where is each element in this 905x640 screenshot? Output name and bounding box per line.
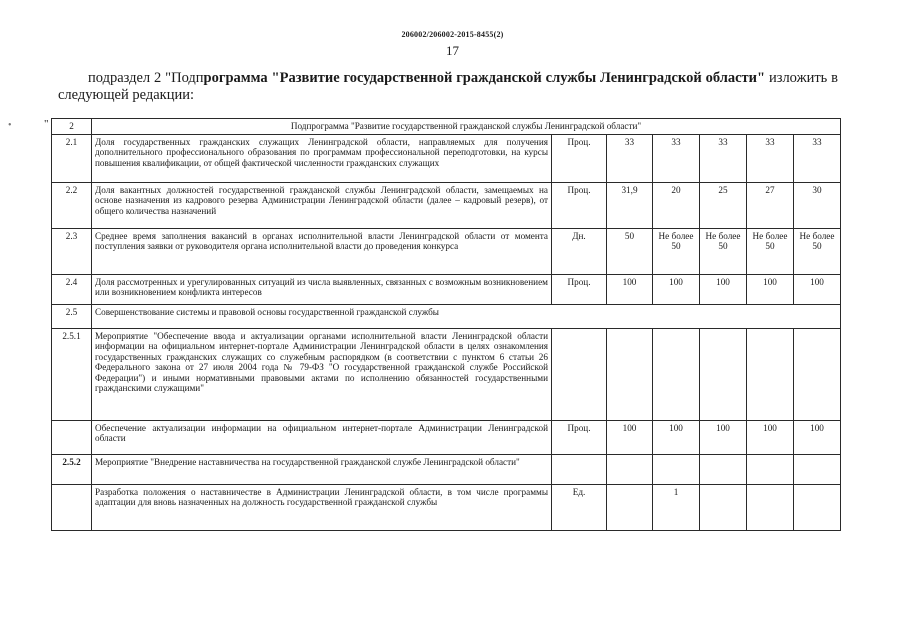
row-unit: Проц. — [552, 420, 607, 454]
row-num: 2.3 — [52, 228, 92, 274]
row-num: 2.4 — [52, 274, 92, 304]
intro-paragraph — [58, 70, 838, 104]
margin-mark: • — [8, 120, 12, 131]
row-value — [794, 454, 841, 484]
row-num — [52, 420, 92, 454]
header-num: 2 — [52, 119, 92, 135]
row-num: 2.2 — [52, 182, 92, 228]
table-row — [52, 304, 841, 328]
row-value: Не более 50 — [700, 228, 747, 274]
row-value — [607, 454, 653, 484]
row-num: 2.5.1 — [52, 328, 92, 420]
row-unit: Дн. — [552, 228, 607, 274]
row-value: 100 — [653, 274, 700, 304]
header-title: Подпрограмма "Развитие государственной гражданской службы Ленинградской области" — [92, 119, 841, 135]
page-number: 17 — [446, 43, 459, 58]
row-unit: Проц. — [552, 182, 607, 228]
row-value — [653, 454, 700, 484]
row-desc: Разработка положения о наставничестве в Администрации Ленинградской области, в том числе программы адаптации для вновь назначенных на должность государственной гражданской службы — [92, 484, 552, 530]
intro-text-start: подраздел 2 "Подп — [88, 70, 204, 86]
row-value — [794, 328, 841, 420]
table-row — [52, 454, 841, 484]
row-value: 100 — [653, 420, 700, 454]
row-value: Не более 50 — [794, 228, 841, 274]
row-desc: Мероприятие "Внедрение наставничества на государственной гражданской службе Ленинградской области" — [92, 454, 552, 484]
row-desc: Обеспечение актуализации информации на официальном интернет-портале Администрации Ленинградской области — [92, 420, 552, 454]
row-value — [653, 328, 700, 420]
row-value: 100 — [700, 274, 747, 304]
row-desc: Доля государственных гражданских служащих Ленинградской области, направляемых для получения дополнительного профессионального образования по программам профессиональной переподготовки, на курсы повышения квалификации, от общей фактической численности гражданских служащих — [92, 134, 552, 182]
row-value: Не более 50 — [747, 228, 794, 274]
row-value: 33 — [607, 134, 653, 182]
row-value: 100 — [607, 420, 653, 454]
row-value: 27 — [747, 182, 794, 228]
row-value: 100 — [607, 274, 653, 304]
table-row — [52, 134, 841, 182]
row-unit — [552, 454, 607, 484]
table-row — [52, 328, 841, 420]
row-desc: Совершенствование системы и правовой основы государственной гражданской службы — [92, 304, 841, 328]
table-row — [52, 420, 841, 454]
intro-bold-title: рограмма "Развитие государственной гражданской службы Ленинградской области" — [203, 70, 766, 86]
row-value: 20 — [653, 182, 700, 228]
row-value: 33 — [700, 134, 747, 182]
row-desc: Доля рассмотренных и урегулированных ситуаций из числа выявленных, связанных с возможным возникновением или возникновением конфликта интересов — [92, 274, 552, 304]
row-num: 2.5.2 — [52, 454, 92, 484]
row-value: 30 — [794, 182, 841, 228]
row-value — [700, 328, 747, 420]
row-value — [607, 484, 653, 530]
row-desc: Доля вакантных должностей государственной гражданской службы Ленинградской области, замещаемых на основе назначения из кадрового резерва Администрации Ленинградской области (далее – кадровый резерв), от общего количества назначений — [92, 182, 552, 228]
row-desc: Мероприятие "Обеспечение ввода и актуализации органами исполнительной власти Ленинградской области информации на официальном интернет-портале Администрации Ленинградской области в целях ознакомления государственных гражданских служащих со служебным распорядком (в соответствии с пунктом 6 статьи 26 Федерального закона от 27 июля 2004 года № 79-ФЗ "О государственной гражданской службе Российской Федерации") и иными нормативными правовыми актами по исполнению обязанностей государственными гражданскими служащими" — [92, 328, 552, 420]
row-value — [607, 328, 653, 420]
table-row — [52, 228, 841, 274]
row-value — [747, 328, 794, 420]
row-unit — [552, 328, 607, 420]
row-value — [747, 484, 794, 530]
row-value: 25 — [700, 182, 747, 228]
row-value: 33 — [653, 134, 700, 182]
intro-text-end: изложить в следующей редакции: — [58, 70, 839, 103]
row-value: 50 — [607, 228, 653, 274]
row-unit: Ед. — [552, 484, 607, 530]
row-value: 1 — [653, 484, 700, 530]
row-desc: Среднее время заполнения вакансий в органах исполнительной власти Ленинградской области от момента поступления заявки от руководителя органа исполнительной власти до проведения конкурса — [92, 228, 552, 274]
row-value: 33 — [794, 134, 841, 182]
row-num — [52, 484, 92, 530]
row-value — [700, 454, 747, 484]
row-num: 2.5 — [52, 304, 92, 328]
row-value: 100 — [747, 274, 794, 304]
opening-quote: " — [44, 118, 49, 130]
row-unit: Проц. — [552, 274, 607, 304]
row-value: 33 — [747, 134, 794, 182]
row-value: 31,9 — [607, 182, 653, 228]
row-unit: Проц. — [552, 134, 607, 182]
row-value — [794, 484, 841, 530]
table-row — [52, 274, 841, 304]
row-value: 100 — [794, 274, 841, 304]
row-value: Не более 50 — [653, 228, 700, 274]
indicators-table — [51, 118, 841, 531]
row-value: 100 — [794, 420, 841, 454]
document-id: 206002/206002-2015-8455(2) — [401, 30, 504, 39]
row-value: 100 — [747, 420, 794, 454]
row-value — [700, 484, 747, 530]
row-num: 2.1 — [52, 134, 92, 182]
row-value — [747, 454, 794, 484]
row-value: 100 — [700, 420, 747, 454]
table-row — [52, 182, 841, 228]
table-header-row — [52, 119, 841, 135]
table-row — [52, 484, 841, 530]
